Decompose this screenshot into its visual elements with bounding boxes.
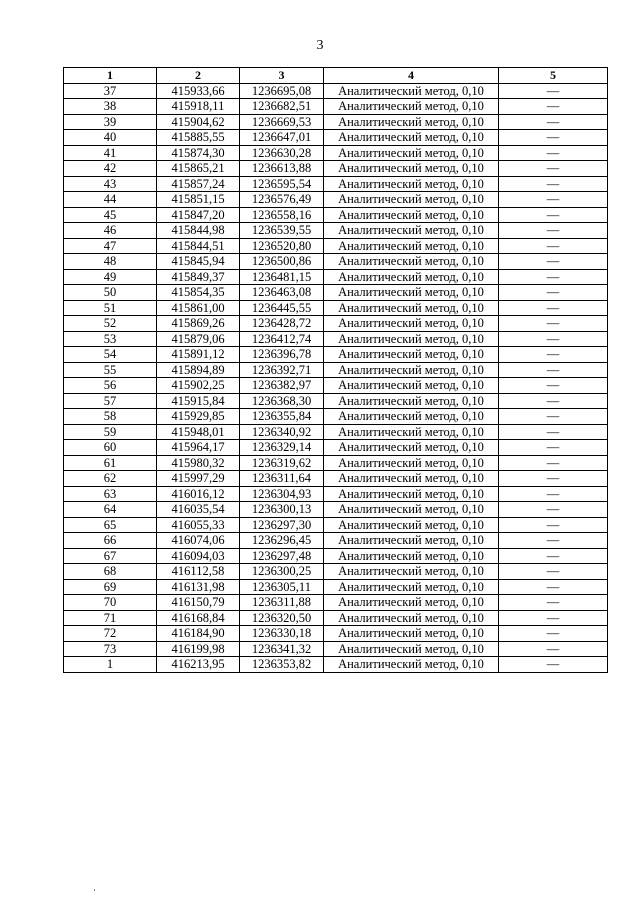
y-coordinate-cell: 1236311,88 [240,595,324,611]
method-cell: Аналитический метод, 0,10 [324,486,499,502]
table-row [64,548,608,564]
y-coordinate-cell: 1236669,53 [240,114,324,130]
table-row [64,114,608,130]
point-number-cell: 65 [64,517,157,533]
description-cell: — [499,192,608,208]
x-coordinate-cell: 415915,84 [157,393,240,409]
description-cell: — [499,564,608,580]
x-coordinate-cell: 416168,84 [157,610,240,626]
y-coordinate-cell: 1236329,14 [240,440,324,456]
y-coordinate-cell: 1236428,72 [240,316,324,332]
point-number-cell: 38 [64,99,157,115]
point-number-cell: 57 [64,393,157,409]
description-cell: — [499,161,608,177]
x-coordinate-cell: 415845,94 [157,254,240,270]
description-cell: — [499,207,608,223]
method-cell: Аналитический метод, 0,10 [324,83,499,99]
point-number-cell: 71 [64,610,157,626]
description-cell: — [499,238,608,254]
x-coordinate-cell: 415904,62 [157,114,240,130]
y-coordinate-cell: 1236500,86 [240,254,324,270]
x-coordinate-cell: 415894,89 [157,362,240,378]
description-cell: — [499,471,608,487]
description-cell: — [499,347,608,363]
table-row [64,83,608,99]
y-coordinate-cell: 1236539,55 [240,223,324,239]
table-row [64,486,608,502]
table-row [64,641,608,657]
description-cell: — [499,393,608,409]
y-coordinate-cell: 1236463,08 [240,285,324,301]
table-row [64,378,608,394]
table-row [64,424,608,440]
point-number-cell: 54 [64,347,157,363]
method-cell: Аналитический метод, 0,10 [324,393,499,409]
table-row [64,223,608,239]
table-body [64,83,608,672]
y-coordinate-cell: 1236576,49 [240,192,324,208]
description-cell: — [499,269,608,285]
y-coordinate-cell: 1236305,11 [240,579,324,595]
y-coordinate-cell: 1236297,30 [240,517,324,533]
table-row [64,533,608,549]
method-cell: Аналитический метод, 0,10 [324,114,499,130]
point-number-cell: 68 [64,564,157,580]
table-row [64,393,608,409]
point-number-cell: 58 [64,409,157,425]
header-col-3: 3 [240,68,324,84]
y-coordinate-cell: 1236368,30 [240,393,324,409]
header-col-5: 5 [499,68,608,84]
point-number-cell: 48 [64,254,157,270]
table-row [64,471,608,487]
x-coordinate-cell: 415861,00 [157,300,240,316]
y-coordinate-cell: 1236297,48 [240,548,324,564]
method-cell: Аналитический метод, 0,10 [324,579,499,595]
table-row [64,176,608,192]
method-cell: Аналитический метод, 0,10 [324,99,499,115]
method-cell: Аналитический метод, 0,10 [324,595,499,611]
table-header [64,68,608,84]
point-number-cell: 69 [64,579,157,595]
x-coordinate-cell: 416199,98 [157,641,240,657]
point-number-cell: 45 [64,207,157,223]
point-number-cell: 64 [64,502,157,518]
method-cell: Аналитический метод, 0,10 [324,626,499,642]
y-coordinate-cell: 1236481,15 [240,269,324,285]
description-cell: — [499,641,608,657]
table-row [64,192,608,208]
point-number-cell: 61 [64,455,157,471]
y-coordinate-cell: 1236647,01 [240,130,324,146]
point-number-cell: 72 [64,626,157,642]
x-coordinate-cell: 416035,54 [157,502,240,518]
description-cell: — [499,316,608,332]
table-row [64,316,608,332]
description-cell: — [499,331,608,347]
description-cell: — [499,378,608,394]
description-cell: — [499,362,608,378]
point-number-cell: 70 [64,595,157,611]
description-cell: — [499,455,608,471]
point-number-cell: 73 [64,641,157,657]
point-number-cell: 60 [64,440,157,456]
x-coordinate-cell: 415980,32 [157,455,240,471]
x-coordinate-cell: 415997,29 [157,471,240,487]
y-coordinate-cell: 1236300,25 [240,564,324,580]
y-coordinate-cell: 1236695,08 [240,83,324,99]
x-coordinate-cell: 416094,03 [157,548,240,564]
point-number-cell: 39 [64,114,157,130]
y-coordinate-cell: 1236319,62 [240,455,324,471]
y-coordinate-cell: 1236396,78 [240,347,324,363]
description-cell: — [499,626,608,642]
method-cell: Аналитический метод, 0,10 [324,207,499,223]
method-cell: Аналитический метод, 0,10 [324,517,499,533]
x-coordinate-cell: 415891,12 [157,347,240,363]
point-number-cell: 49 [64,269,157,285]
method-cell: Аналитический метод, 0,10 [324,657,499,673]
page-number: 3 [316,38,324,53]
x-coordinate-cell: 416184,90 [157,626,240,642]
method-cell: Аналитический метод, 0,10 [324,331,499,347]
x-coordinate-cell: 415902,25 [157,378,240,394]
x-coordinate-cell: 415857,24 [157,176,240,192]
x-coordinate-cell: 416074,06 [157,533,240,549]
table-row [64,300,608,316]
table-row [64,269,608,285]
table-row [64,145,608,161]
method-cell: Аналитический метод, 0,10 [324,424,499,440]
header-col-2: 2 [157,68,240,84]
y-coordinate-cell: 1236353,82 [240,657,324,673]
x-coordinate-cell: 415933,66 [157,83,240,99]
method-cell: Аналитический метод, 0,10 [324,548,499,564]
description-cell: — [499,285,608,301]
x-coordinate-cell: 415885,55 [157,130,240,146]
point-number-cell: 52 [64,316,157,332]
point-number-cell: 56 [64,378,157,394]
table-row [64,238,608,254]
method-cell: Аналитический метод, 0,10 [324,238,499,254]
description-cell: — [499,548,608,564]
method-cell: Аналитический метод, 0,10 [324,192,499,208]
y-coordinate-cell: 1236520,80 [240,238,324,254]
method-cell: Аналитический метод, 0,10 [324,176,499,192]
description-cell: — [499,610,608,626]
method-cell: Аналитический метод, 0,10 [324,223,499,239]
description-cell: — [499,223,608,239]
table-row [64,440,608,456]
description-cell: — [499,579,608,595]
x-coordinate-cell: 415948,01 [157,424,240,440]
method-cell: Аналитический метод, 0,10 [324,641,499,657]
description-cell: — [499,595,608,611]
method-cell: Аналитический метод, 0,10 [324,502,499,518]
x-coordinate-cell: 415849,37 [157,269,240,285]
description-cell: — [499,254,608,270]
method-cell: Аналитический метод, 0,10 [324,347,499,363]
method-cell: Аналитический метод, 0,10 [324,161,499,177]
table-row [64,161,608,177]
y-coordinate-cell: 1236682,51 [240,99,324,115]
y-coordinate-cell: 1236340,92 [240,424,324,440]
description-cell: — [499,145,608,161]
description-cell: — [499,502,608,518]
y-coordinate-cell: 1236311,64 [240,471,324,487]
point-number-cell: 42 [64,161,157,177]
table-row [64,579,608,595]
point-number-cell: 59 [64,424,157,440]
table-row [64,331,608,347]
method-cell: Аналитический метод, 0,10 [324,610,499,626]
x-coordinate-cell: 415847,20 [157,207,240,223]
x-coordinate-cell: 415844,51 [157,238,240,254]
x-coordinate-cell: 415851,15 [157,192,240,208]
point-number-cell: 63 [64,486,157,502]
method-cell: Аналитический метод, 0,10 [324,145,499,161]
table-row [64,595,608,611]
y-coordinate-cell: 1236412,74 [240,331,324,347]
y-coordinate-cell: 1236445,55 [240,300,324,316]
point-number-cell: 41 [64,145,157,161]
x-coordinate-cell: 415879,06 [157,331,240,347]
y-coordinate-cell: 1236613,88 [240,161,324,177]
table-row [64,99,608,115]
x-coordinate-cell: 415918,11 [157,99,240,115]
table-row [64,657,608,673]
x-coordinate-cell: 416055,33 [157,517,240,533]
method-cell: Аналитический метод, 0,10 [324,316,499,332]
x-coordinate-cell: 416131,98 [157,579,240,595]
point-number-cell: 40 [64,130,157,146]
y-coordinate-cell: 1236304,93 [240,486,324,502]
point-number-cell: 66 [64,533,157,549]
point-number-cell: 50 [64,285,157,301]
table-row [64,610,608,626]
table-row [64,347,608,363]
header-row [64,68,608,84]
x-coordinate-cell: 415844,98 [157,223,240,239]
y-coordinate-cell: 1236595,54 [240,176,324,192]
y-coordinate-cell: 1236630,28 [240,145,324,161]
table-row [64,130,608,146]
y-coordinate-cell: 1236300,13 [240,502,324,518]
table-row [64,409,608,425]
description-cell: — [499,114,608,130]
point-number-cell: 47 [64,238,157,254]
method-cell: Аналитический метод, 0,10 [324,533,499,549]
method-cell: Аналитический метод, 0,10 [324,455,499,471]
method-cell: Аналитический метод, 0,10 [324,300,499,316]
point-number-cell: 51 [64,300,157,316]
y-coordinate-cell: 1236296,45 [240,533,324,549]
header-col-1: 1 [64,68,157,84]
x-coordinate-cell: 415865,21 [157,161,240,177]
point-number-cell: 37 [64,83,157,99]
description-cell: — [499,300,608,316]
x-coordinate-cell: 416213,95 [157,657,240,673]
y-coordinate-cell: 1236392,71 [240,362,324,378]
x-coordinate-cell: 416112,58 [157,564,240,580]
y-coordinate-cell: 1236355,84 [240,409,324,425]
method-cell: Аналитический метод, 0,10 [324,471,499,487]
y-coordinate-cell: 1236558,16 [240,207,324,223]
description-cell: — [499,99,608,115]
table-row [64,285,608,301]
point-number-cell: 46 [64,223,157,239]
description-cell: — [499,517,608,533]
table-row [64,254,608,270]
description-cell: — [499,83,608,99]
description-cell: — [499,130,608,146]
point-number-cell: 62 [64,471,157,487]
coordinates-table [63,67,608,673]
table-row [64,564,608,580]
x-coordinate-cell: 415964,17 [157,440,240,456]
y-coordinate-cell: 1236382,97 [240,378,324,394]
method-cell: Аналитический метод, 0,10 [324,362,499,378]
description-cell: — [499,424,608,440]
footer-mark: · [93,885,96,895]
point-number-cell: 53 [64,331,157,347]
point-number-cell: 67 [64,548,157,564]
method-cell: Аналитический метод, 0,10 [324,130,499,146]
point-number-cell: 43 [64,176,157,192]
point-number-cell: 44 [64,192,157,208]
method-cell: Аналитический метод, 0,10 [324,564,499,580]
y-coordinate-cell: 1236330,18 [240,626,324,642]
x-coordinate-cell: 416150,79 [157,595,240,611]
x-coordinate-cell: 416016,12 [157,486,240,502]
method-cell: Аналитический метод, 0,10 [324,440,499,456]
description-cell: — [499,657,608,673]
y-coordinate-cell: 1236320,50 [240,610,324,626]
x-coordinate-cell: 415929,85 [157,409,240,425]
x-coordinate-cell: 415854,35 [157,285,240,301]
method-cell: Аналитический метод, 0,10 [324,285,499,301]
description-cell: — [499,533,608,549]
table-row [64,207,608,223]
description-cell: — [499,486,608,502]
x-coordinate-cell: 415874,30 [157,145,240,161]
header-col-4: 4 [324,68,499,84]
table-row [64,455,608,471]
table-row [64,517,608,533]
point-number-cell: 55 [64,362,157,378]
point-number-cell: 1 [64,657,157,673]
method-cell: Аналитический метод, 0,10 [324,409,499,425]
description-cell: — [499,176,608,192]
table-row [64,362,608,378]
method-cell: Аналитический метод, 0,10 [324,269,499,285]
x-coordinate-cell: 415869,26 [157,316,240,332]
description-cell: — [499,440,608,456]
y-coordinate-cell: 1236341,32 [240,641,324,657]
method-cell: Аналитический метод, 0,10 [324,378,499,394]
table-row [64,626,608,642]
table-row [64,502,608,518]
description-cell: — [499,409,608,425]
method-cell: Аналитический метод, 0,10 [324,254,499,270]
